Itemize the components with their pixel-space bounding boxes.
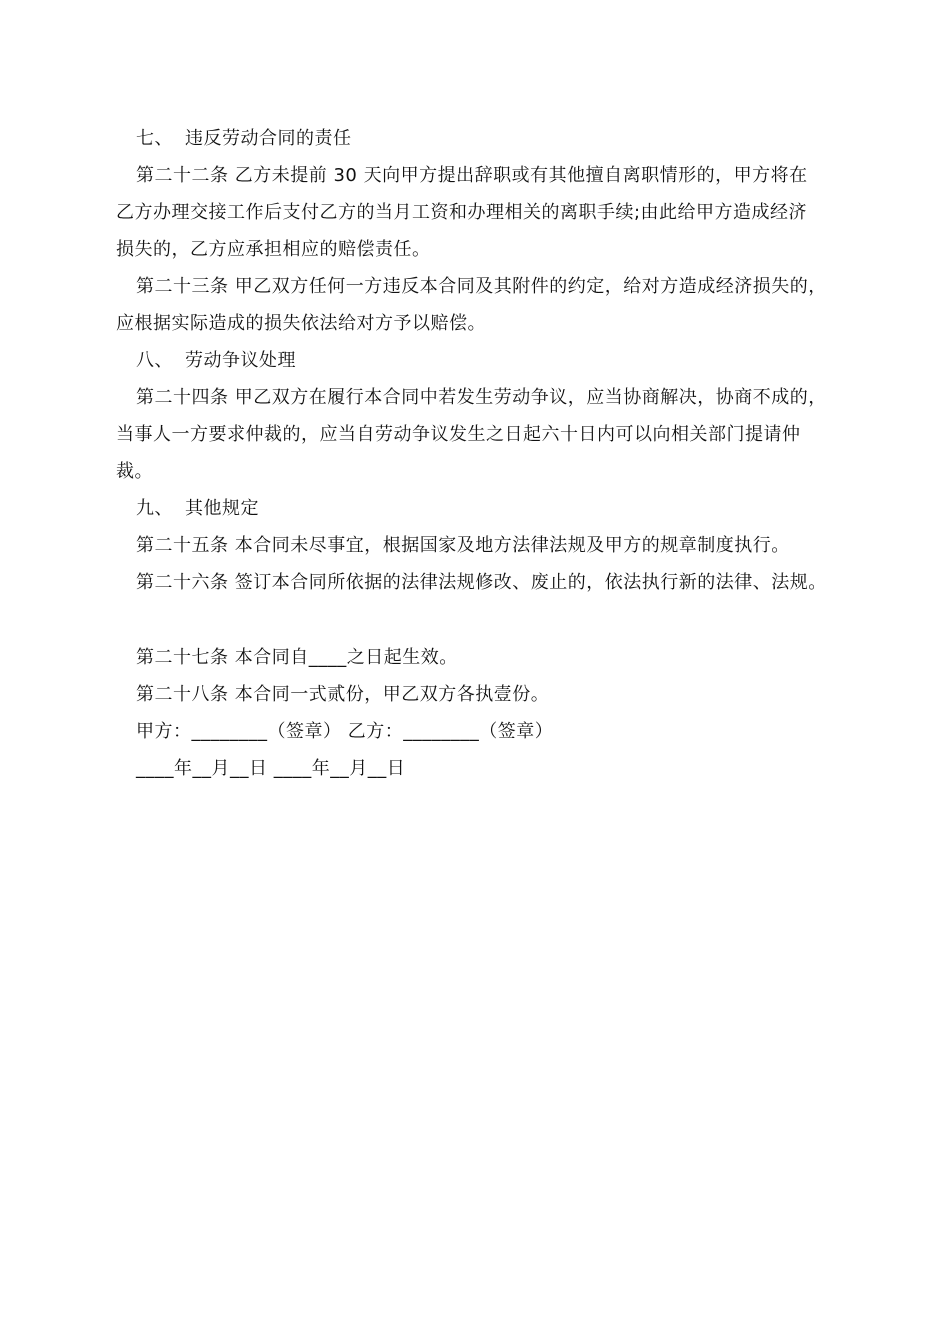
section-heading-7 [116, 120, 856, 157]
section-title: 违反劳动合同的责任 [185, 128, 352, 149]
article-24-line-3: 裁。 [116, 461, 153, 482]
date-line: ____年__月__日 ____年__月__日 [136, 758, 406, 779]
section-number: 八、 [136, 350, 173, 371]
article-25: 第二十五条 本合同未尽事宜，根据国家及地方法律法规及甲方的规章制度执行。 [136, 535, 790, 556]
contract-page [116, 120, 856, 787]
section-heading-8 [116, 342, 856, 379]
section-number: 七、 [136, 128, 173, 149]
article-22-line-2: 乙方办理交接工作后支付乙方的当月工资和办理相关的离职手续;由此给甲方造成经济 [116, 202, 808, 223]
article-27: 第二十七条 本合同自____之日起生效。 [136, 647, 458, 668]
article-24-line-2: 当事人一方要求仲裁的，应当自劳动争议发生之日起六十日内可以向相关部门提请仲 [116, 424, 801, 445]
section-title: 其他规定 [185, 498, 259, 519]
article-24-line-1: 第二十四条 甲乙双方在履行本合同中若发生劳动争议，应当协商解决，协商不成的， [136, 387, 827, 408]
article-23-line-2: 应根据实际造成的损失依法给对方予以赔偿。 [116, 313, 486, 334]
section-title: 劳动争议处理 [185, 350, 296, 371]
blank-spacer [116, 601, 856, 639]
article-26: 第二十六条 签订本合同所依据的法律法规修改、废止的，依法执行新的法律、法规。 [136, 572, 827, 593]
article-22-line-3: 损失的，乙方应承担相应的赔偿责任。 [116, 239, 431, 260]
section-heading-9 [116, 490, 856, 527]
article-28: 第二十八条 本合同一式贰份，甲乙双方各执壹份。 [136, 684, 550, 705]
section-number: 九、 [136, 498, 173, 519]
article-22-line-1: 第二十二条 乙方未提前 30 天向甲方提出辞职或有其他擅自离职情形的，甲方将在 [136, 165, 808, 186]
signature-line: 甲方：________（签章） 乙方：________（签章） [136, 721, 554, 742]
article-23-line-1: 第二十三条 甲乙双方任何一方违反本合同及其附件的约定，给对方造成经济损失的， [136, 276, 827, 297]
